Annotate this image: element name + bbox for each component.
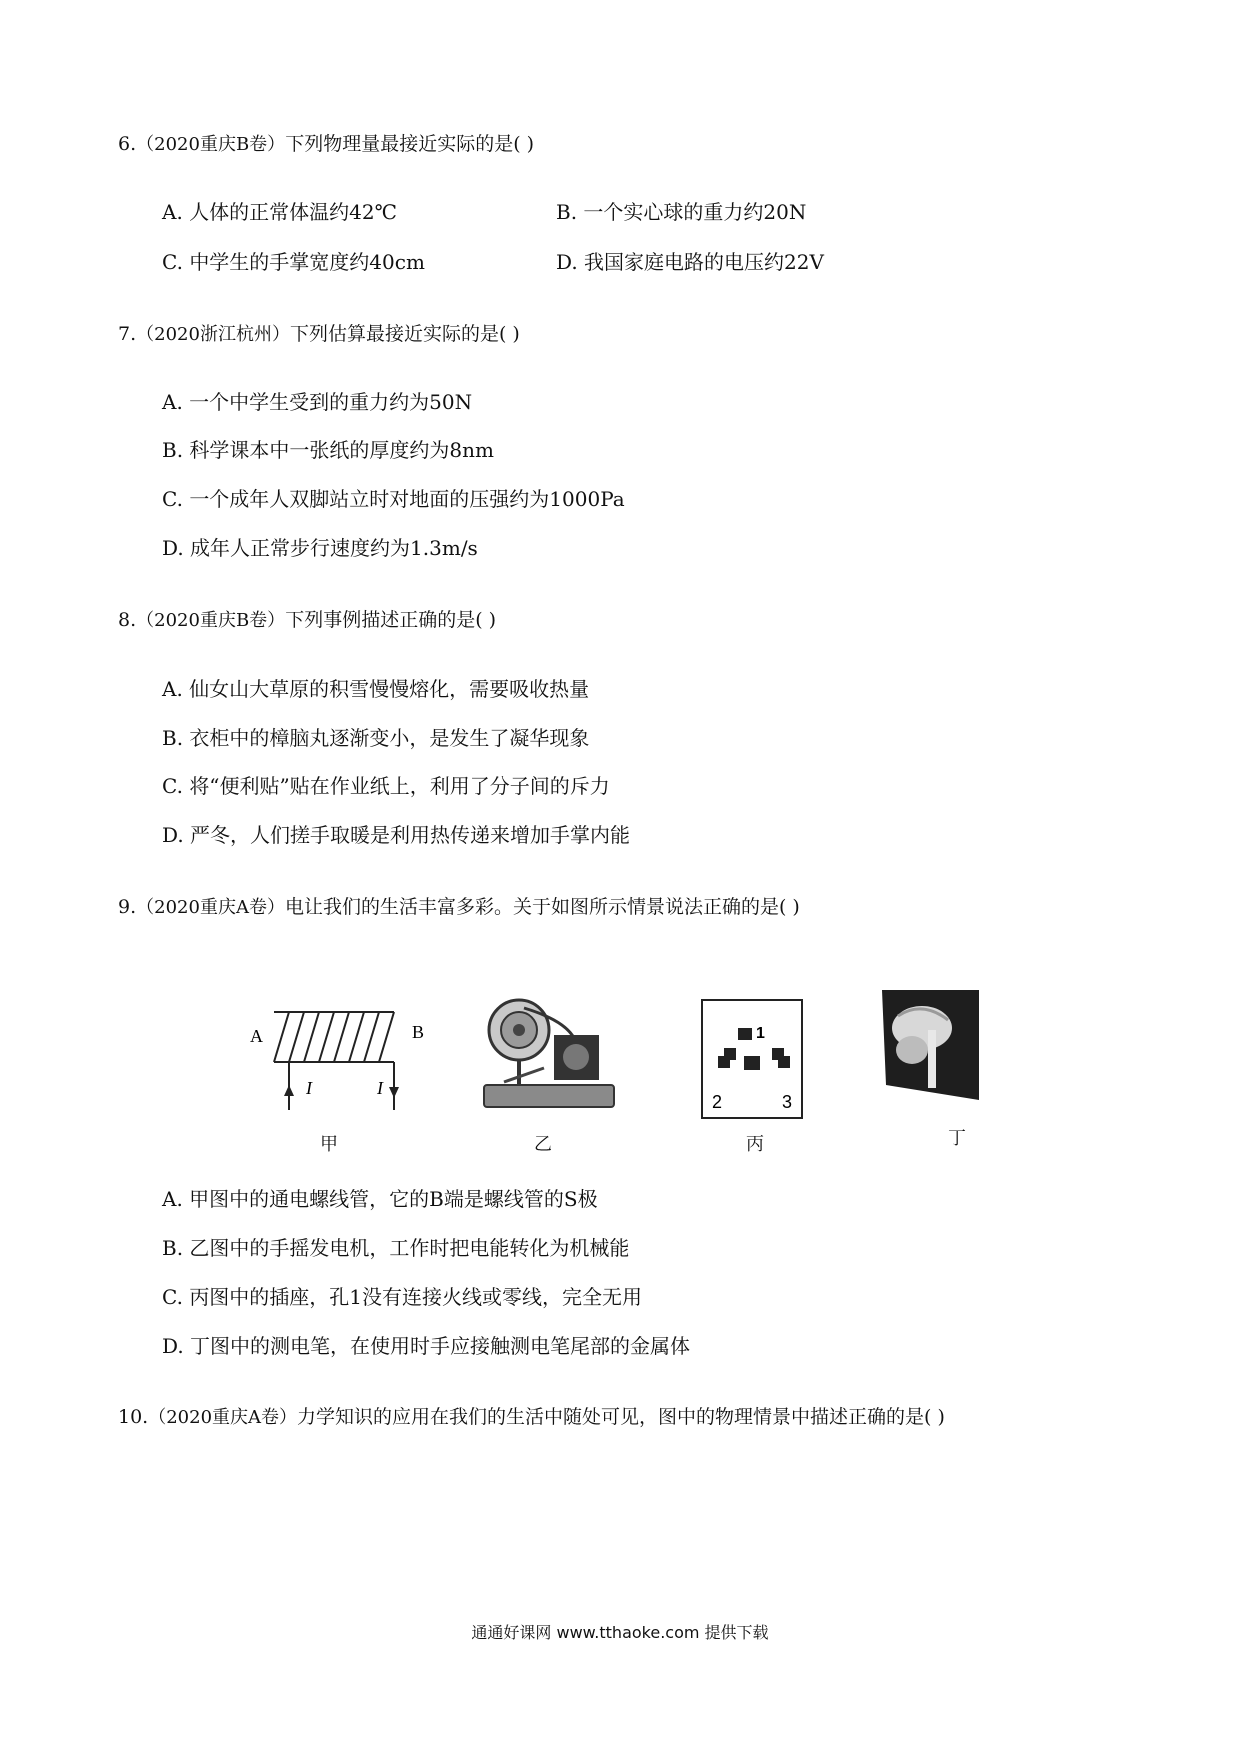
q7-option-d: D. 成年人正常步行速度约为1.3m/s [162, 536, 478, 560]
caption-yi: 乙 [534, 1134, 552, 1155]
q9-option-a: A. 甲图中的通电螺线管，它的B端是螺线管的S极 [162, 1187, 598, 1211]
caption-ding: 丁 [948, 1128, 966, 1149]
test-pencil-figure [874, 990, 984, 1105]
current-label-left: I [306, 1078, 312, 1098]
current-label-right: I [377, 1078, 383, 1098]
socket-hole-1-label: 1 [756, 1025, 765, 1042]
q9-option-b: B. 乙图中的手摇发电机，工作时把电能转化为机械能 [162, 1236, 630, 1260]
q7-option-a: A. 一个中学生受到的重力约为50N [162, 390, 473, 414]
page-footer: 通通好课网 www.tthaoke.com 提供下载 [471, 1623, 769, 1642]
q6-option-b: B. 一个实心球的重力约20N [556, 200, 807, 224]
q6-option-d: D. 我国家庭电路的电压约22V [556, 250, 824, 274]
question-9-figures [244, 990, 1024, 1155]
question-6-stem: 6.（2020重庆B卷）下列物理量最接近实际的是( ) [118, 133, 535, 155]
solenoid-figure [244, 990, 434, 1125]
q8-option-c: C. 将“便利贴”贴在作业纸上，利用了分子间的斥力 [162, 774, 610, 798]
q6-option-a: A. 人体的正常体温约42℃ [162, 200, 397, 224]
q8-option-b: B. 衣柜中的樟脑丸逐渐变小，是发生了凝华现象 [162, 726, 590, 750]
question-9-stem: 9.（2020重庆A卷）电让我们的生活丰富多彩。关于如图所示情景说法正确的是( ) [118, 896, 800, 918]
question-8-stem: 8.（2020重庆B卷）下列事例描述正确的是( ) [118, 609, 497, 631]
hand-generator-figure [474, 990, 624, 1125]
coil-label-a: A [250, 1026, 263, 1046]
question-7-stem: 7.（2020浙江杭州）下列估算最接近实际的是( ) [118, 323, 520, 345]
question-10-stem: 10.（2020重庆A卷）力学知识的应用在我们的生活中随处可见，图中的物理情景中描述正确的是( ) [118, 1406, 945, 1428]
coil-label-b: B [412, 1022, 425, 1042]
caption-bing: 丙 [746, 1134, 764, 1155]
socket-hole-3-label: 3 [782, 1092, 793, 1112]
q8-option-a: A. 仙女山大草原的积雪慢慢熔化，需要吸收热量 [162, 677, 590, 701]
q9-option-d: D. 丁图中的测电笔，在使用时手应接触测电笔尾部的金属体 [162, 1334, 691, 1358]
caption-jia: 甲 [320, 1134, 338, 1155]
q7-option-c: C. 一个成年人双脚站立时对地面的压强约为1000Pa [162, 487, 625, 511]
socket-figure [690, 990, 820, 1130]
q9-option-c: C. 丙图中的插座，孔1没有连接火线或零线，完全无用 [162, 1285, 643, 1309]
q7-option-b: B. 科学课本中一张纸的厚度约为8nm [162, 438, 494, 462]
socket-hole-2-label: 2 [712, 1092, 723, 1112]
q6-option-c: C. 中学生的手掌宽度约40cm [162, 250, 425, 274]
q8-option-d: D. 严冬，人们搓手取暖是利用热传递来增加手掌内能 [162, 823, 631, 847]
